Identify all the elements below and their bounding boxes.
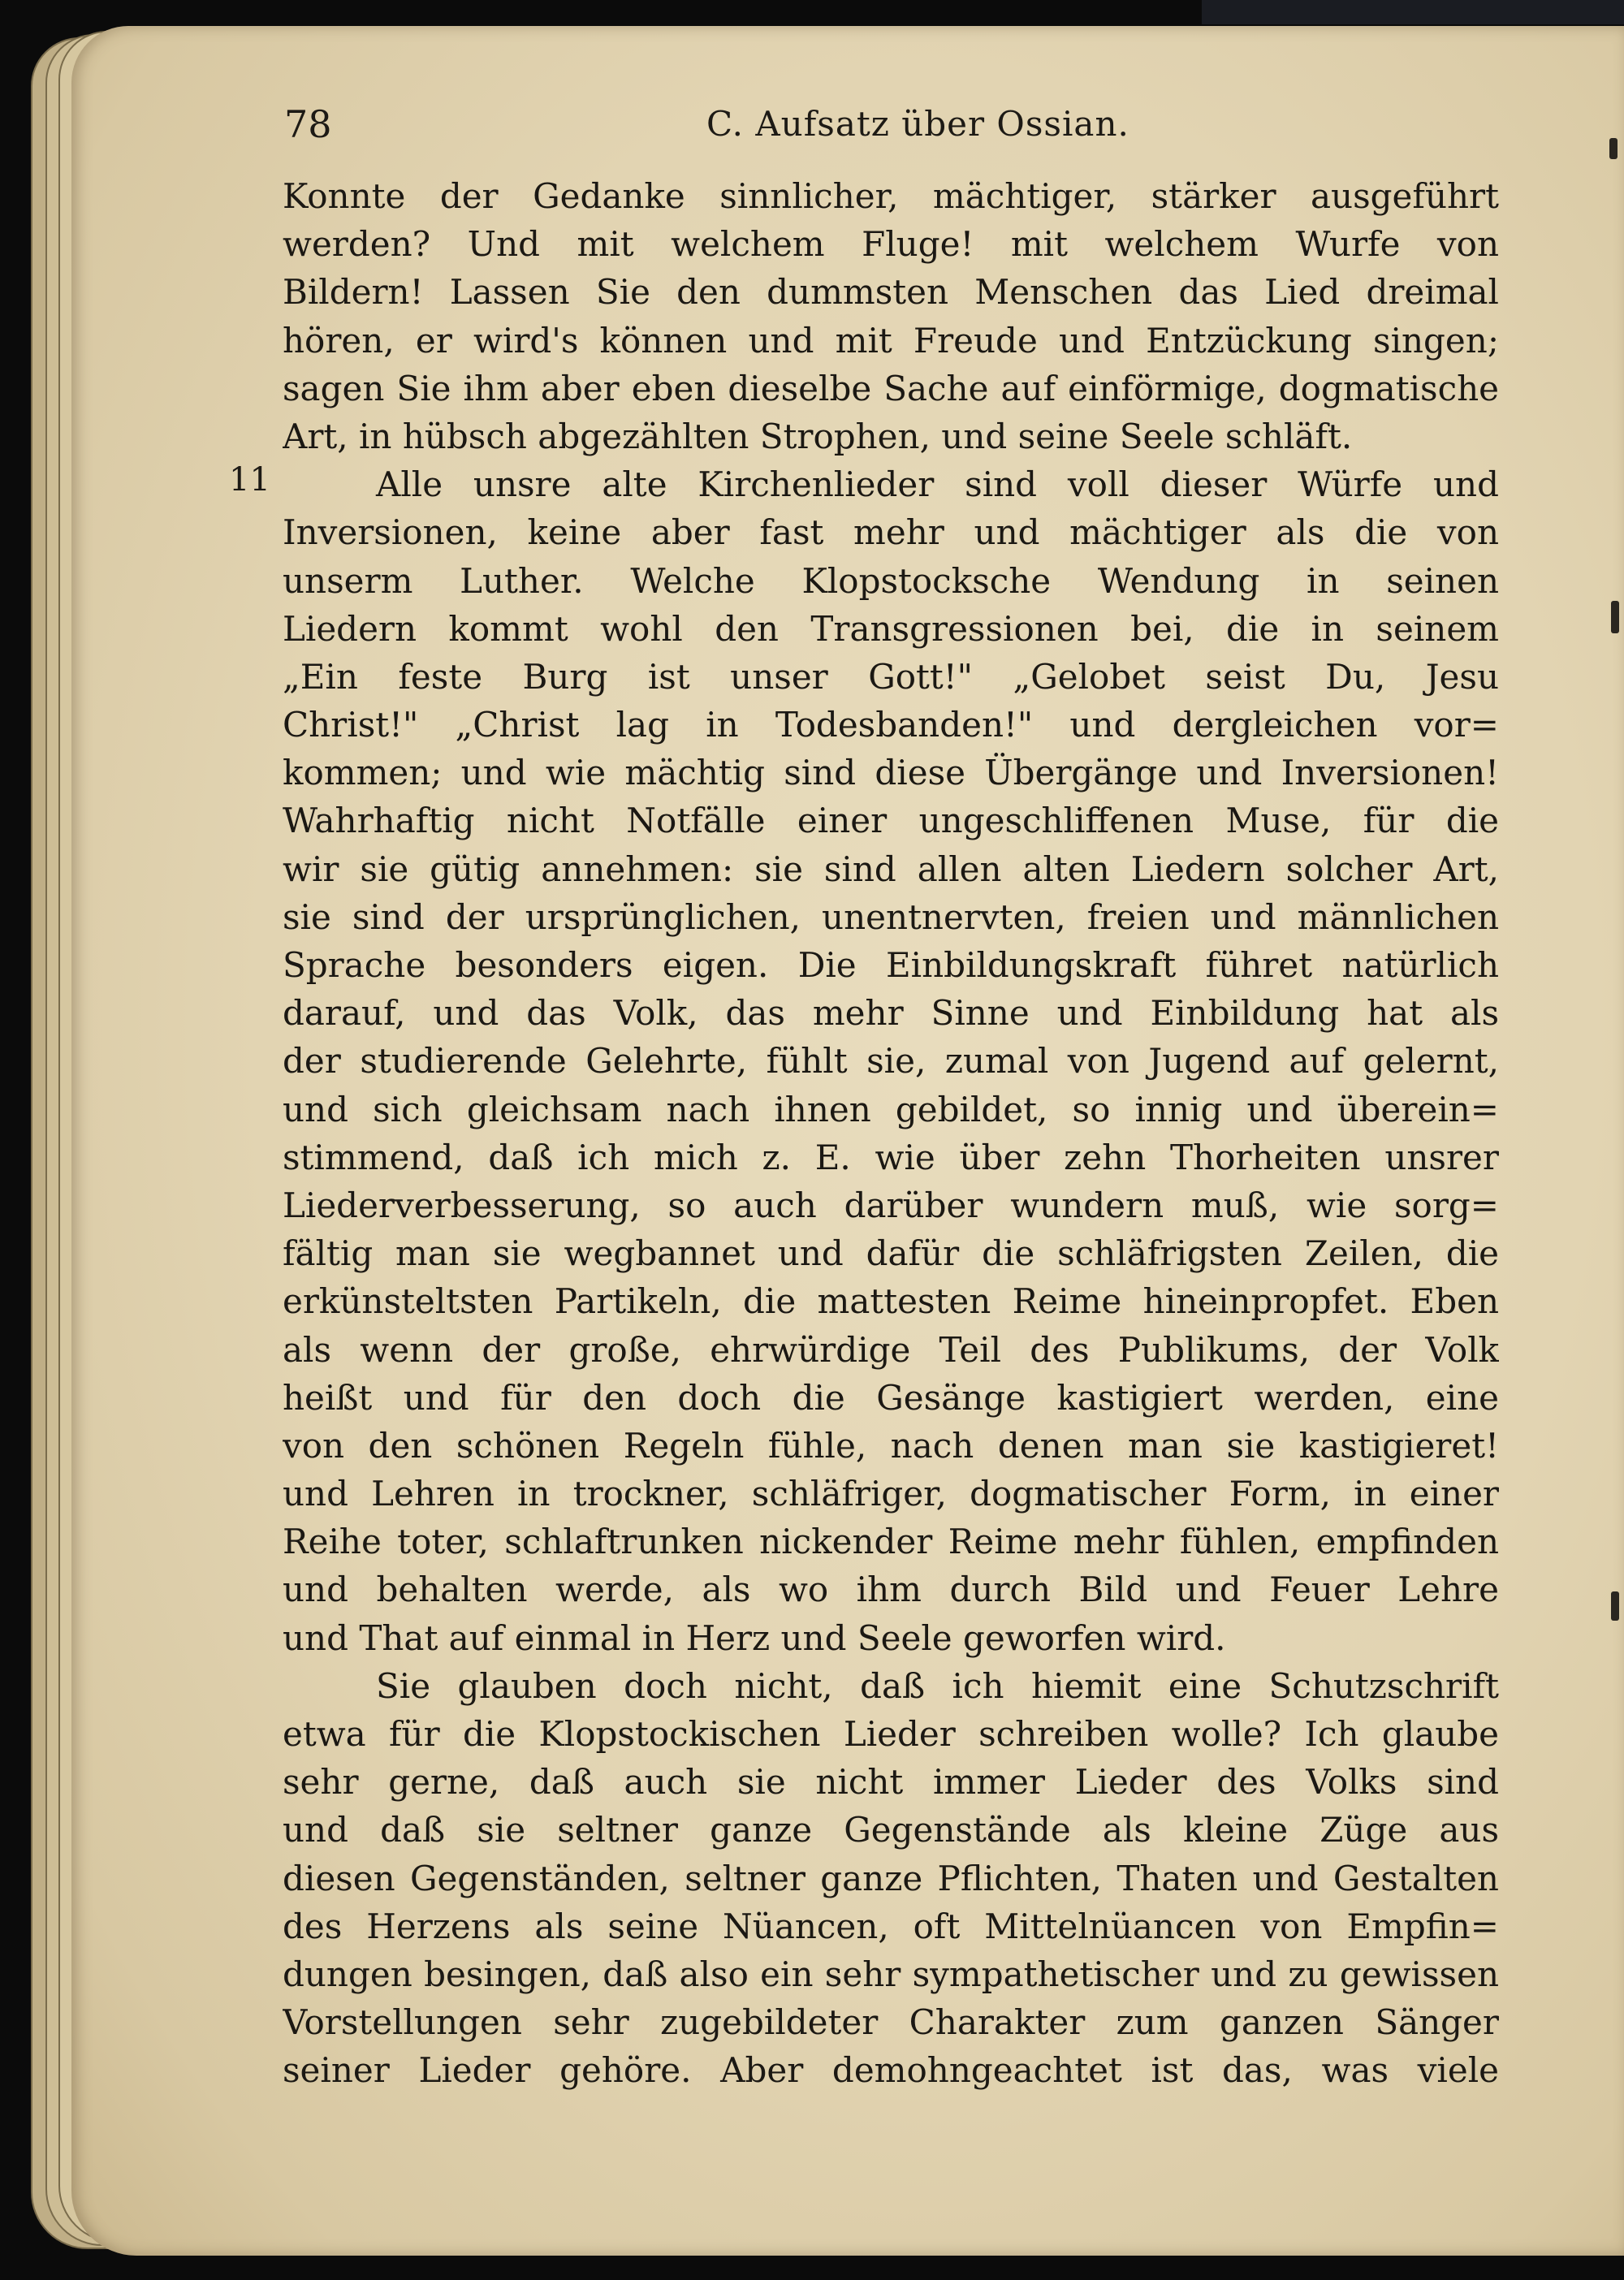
page-mark [1611, 601, 1619, 633]
text-line: Vorstellungen sehr zugebildeter Charakter zum ganzen Sänger [283, 2002, 1499, 2043]
text-line: wir sie gütig annehmen: sie sind allen alten Liedern solcher Art, [283, 849, 1499, 889]
text-line: und behalten werde, als wo ihm durch Bild und Feuer Lehre [283, 1570, 1499, 1610]
page-mark [1611, 1591, 1619, 1621]
text-line: erkünsteltsten Partikeln, die mattesten Reime hineinpropfet. Eben [283, 1281, 1499, 1322]
text-line: Christ!" „Christ lag in Todesbanden!" und dergleichen vor= [283, 705, 1499, 745]
text-line: sagen Sie ihm aber eben dieselbe Sache auf einförmige, dogmatische [283, 368, 1499, 408]
text-line: Konnte der Gedanke sinnlicher, mächtiger, stärker ausgeführt [283, 176, 1499, 216]
book-cover-edge [1202, 0, 1624, 24]
text-line: kommen; und wie mächtig sind diese Übergänge und Inversionen! [283, 753, 1499, 793]
text-line: Wahrhaftig nicht Notfälle einer ungeschliffenen Muse, für die [283, 801, 1499, 841]
page-header [284, 102, 1502, 159]
text-line: und sich gleichsam nach ihnen gebildet, so innig und überein= [283, 1089, 1499, 1129]
text-line: Sie glauben doch nicht, daß ich hiemit eine Schutzschrift [376, 1665, 1499, 1706]
text-line: werden? Und mit welchem Fluge! mit welchem Wurfe von [283, 224, 1499, 265]
text-line: dungen besingen, daß also ein sehr sympathetischer und zu gewissen [283, 1954, 1499, 1994]
body-text [283, 172, 1499, 2095]
running-head: C. Aufsatz über Ossian. [706, 104, 1129, 144]
text-line: Reihe toter, schlaftrunken nickender Reime mehr fühlen, empfinden [283, 1522, 1499, 1562]
text-line: von den schönen Regeln fühle, nach denen man sie kastigieret! [283, 1425, 1499, 1466]
margin-line-number: 11 [229, 461, 270, 499]
text-line: der studierende Gelehrte, fühlt sie, zumal von Jugend auf gelernt, [283, 1041, 1499, 1082]
page-number: 78 [284, 102, 332, 146]
text-line: etwa für die Klopstockischen Lieder schreiben wolle? Ich glaube [283, 1714, 1499, 1754]
text-line: stimmend, daß ich mich z. E. wie über zehn Thorheiten unsrer [283, 1137, 1499, 1177]
text-line: „Ein feste Burg ist unser Gott!" „Gelobet seist Du, Jesu [283, 656, 1499, 697]
text-line: Alle unsre alte Kirchenlieder sind voll dieser Würfe und [376, 464, 1499, 505]
text-line: Bildern! Lassen Sie den dummsten Menschen das Lied dreimal [283, 272, 1499, 313]
text-line: Inversionen, keine aber fast mehr und mächtiger als die von [283, 512, 1499, 553]
page-mark [1609, 138, 1618, 159]
text-line: des Herzens als seine Nüancen, oft Mittelnüancen von Empfin= [283, 1906, 1499, 1946]
text-line: seiner Lieder gehöre. Aber demohngeachtet ist das, was viele [283, 2050, 1499, 2091]
text-line: als wenn der große, ehrwürdige Teil des Publikums, der Volk [283, 1329, 1499, 1370]
text-line: Liedern kommt wohl den Transgressionen bei, die in seinem [283, 608, 1499, 649]
text-line: Liederverbesserung, so auch darüber wundern muß, wie sorg= [283, 1185, 1499, 1225]
text-line: Art, in hübsch abgezählten Strophen, und seine Seele schläft. [283, 416, 1353, 456]
text-line: darauf, und das Volk, das mehr Sinne und Einbildung hat als [283, 993, 1499, 1034]
text-line: hören, er wird's können und mit Freude und Entzückung singen; [283, 320, 1499, 361]
text-line: und daß sie seltner ganze Gegenstände als kleine Züge aus [283, 1810, 1499, 1850]
text-line: sie sind der ursprünglichen, unentnervten, freien und männlichen [283, 896, 1499, 937]
text-line: sehr gerne, daß auch sie nicht immer Lieder des Volks sind [283, 1762, 1499, 1803]
text-line: und That auf einmal in Herz und Seele geworfen wird. [283, 1617, 1226, 1658]
text-line: und Lehren in trockner, schläfriger, dogmatischer Form, in einer [283, 1474, 1499, 1514]
text-line: fältig man sie wegbannet und dafür die schläfrigsten Zeilen, die [283, 1233, 1499, 1274]
text-line: diesen Gegenständen, seltner ganze Pflichten, Thaten und Gestalten [283, 1858, 1499, 1898]
text-line: heißt und für den doch die Gesänge kastigiert werden, eine [283, 1377, 1499, 1418]
text-line: Sprache besonders eigen. Die Einbildungskraft führet natürlich [283, 945, 1499, 985]
text-line: unserm Luther. Welche Klopstocksche Wendung in seinen [283, 560, 1499, 601]
